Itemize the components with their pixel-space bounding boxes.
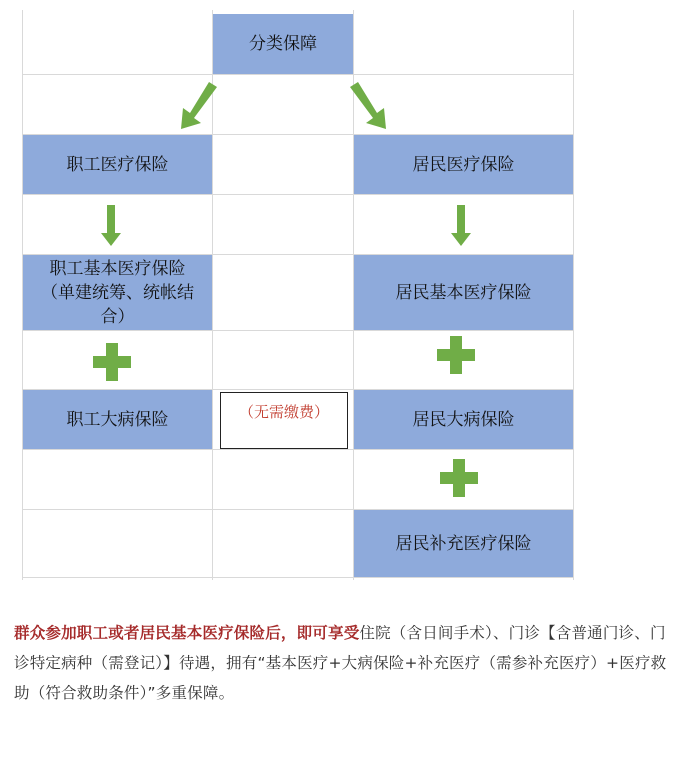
description-paragraph [14,618,678,708]
arrow-down-left-icon [175,80,220,132]
box-employee-medical-insurance: 职工医疗保险 [23,135,212,194]
grid-line [22,577,574,578]
no-fee-note: （无需缴费） [220,392,348,449]
box-resident-basic-insurance: 居民基本医疗保险 [354,255,573,330]
plus-icon [93,343,131,381]
box-employee-basic-insurance: 职工基本医疗保险（单建统筹、统帐结合） [23,255,212,330]
body-text: 住院（含日间手术）、门诊【含普通门诊、门诊特定病种（需登记）】待遇，拥有“基本医疗+大病保险+补充医疗（需参补充医疗）+医疗救助（符合救助条件）”多重保障。 [14,624,667,702]
plus-icon [437,336,475,374]
box-resident-serious-illness: 居民大病保险 [354,390,573,449]
box-resident-supplementary: 居民补充医疗保险 [354,510,573,577]
arrow-down-icon [450,205,472,247]
grid-line [573,10,574,580]
plus-icon [440,459,478,497]
top-box-classified-protection: 分类保障 [213,14,353,74]
grid-line [22,449,574,450]
box-resident-medical-insurance: 居民医疗保险 [354,135,573,194]
grid-line [22,74,574,75]
grid-line [22,330,574,331]
box-employee-serious-illness: 职工大病保险 [23,390,212,449]
arrow-down-icon [100,205,122,247]
grid-line [22,194,574,195]
highlight-text: 群众参加职工或者居民基本医疗保险后，即可享受 [14,624,360,642]
arrow-down-right-icon [347,80,392,132]
